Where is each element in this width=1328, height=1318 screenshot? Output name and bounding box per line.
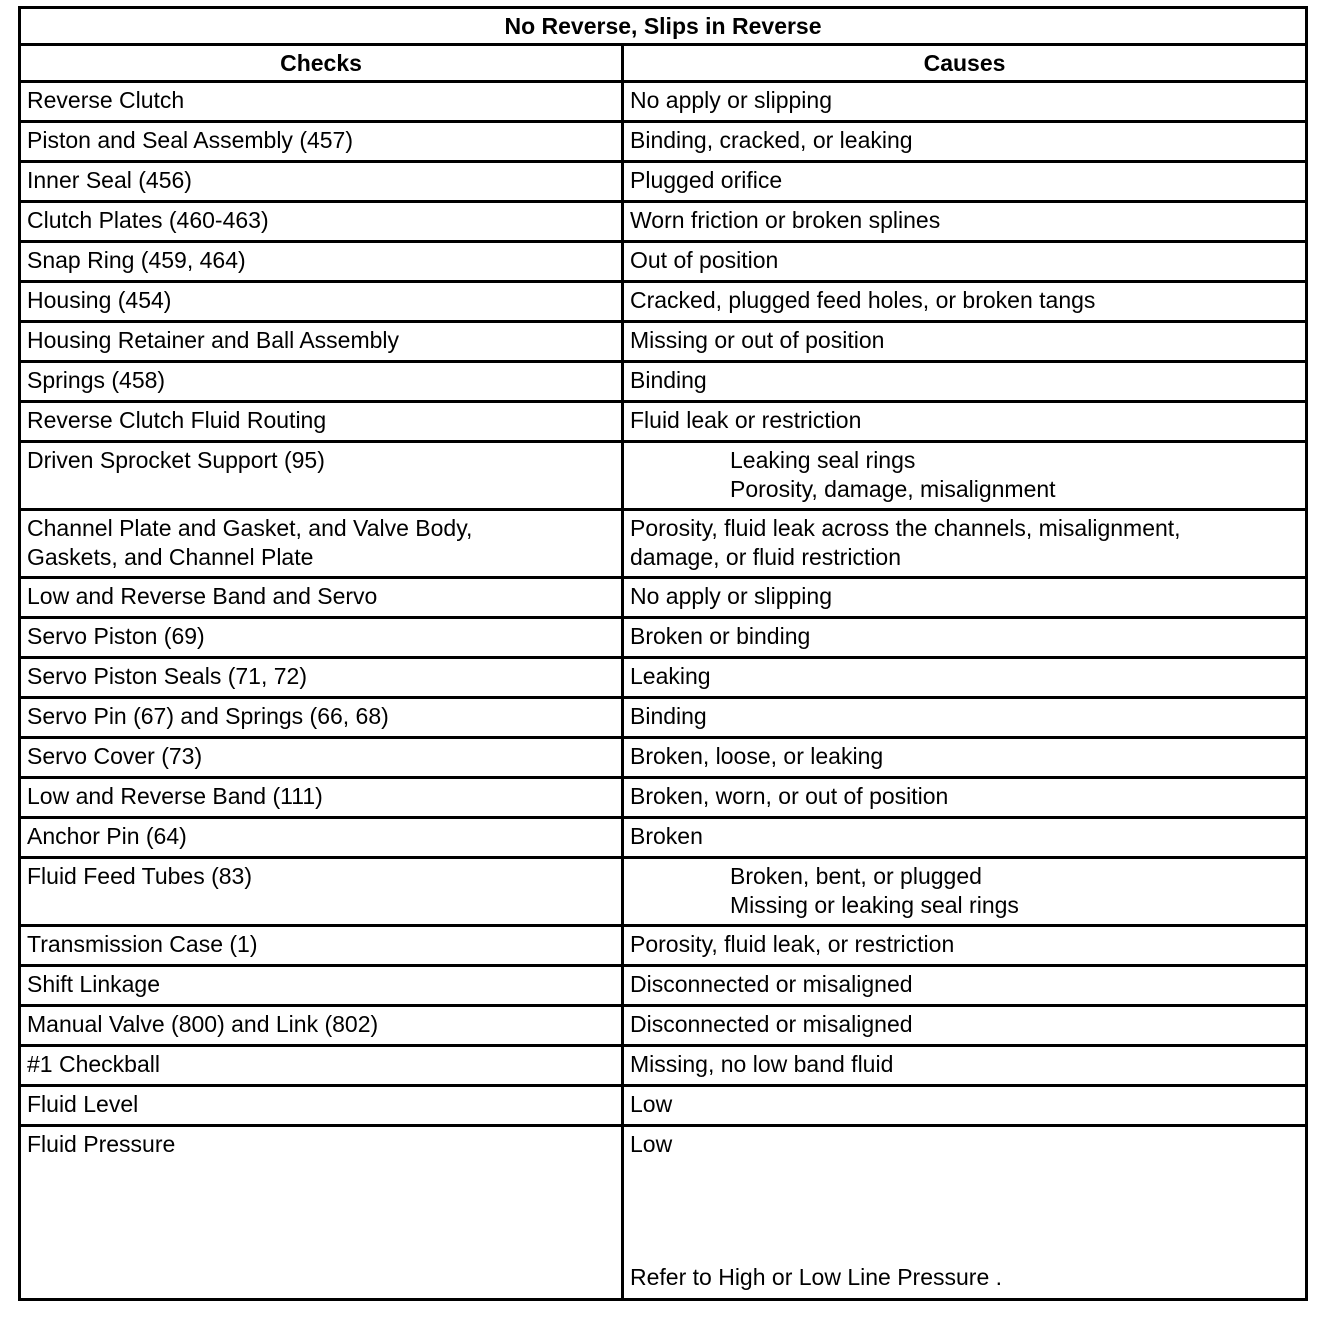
cause-cell: Porosity, fluid leak, or restriction [623,926,1307,966]
cause-cell: Binding, cracked, or leaking [623,122,1307,162]
table-row [20,402,1307,442]
check-cell: Low and Reverse Band and Servo [20,578,623,618]
check-cell: Driven Sprocket Support (95) [20,442,623,510]
table-row [20,362,1307,402]
table-row [20,162,1307,202]
cause-cell: Out of position [623,242,1307,282]
table-row [20,1126,1307,1300]
cause-cell: Broken or binding [623,618,1307,658]
check-cell: Servo Piston (69) [20,618,623,658]
table-row [20,1086,1307,1126]
table-row [20,966,1307,1006]
table-row [20,442,1307,510]
cause-cell: Low [623,1086,1307,1126]
diagnosis-table [18,6,1308,1301]
check-cell: #1 Checkball [20,1046,623,1086]
cause-line: Leaking seal rings [730,447,916,473]
check-cell: Inner Seal (456) [20,162,623,202]
cause-cell [623,858,1307,926]
cause-cell: Binding [623,698,1307,738]
table-row [20,578,1307,618]
cause-cell [623,510,1307,578]
check-cell: Reverse Clutch [20,82,623,122]
table-row [20,698,1307,738]
check-cell: Reverse Clutch Fluid Routing [20,402,623,442]
reference-note: Refer to High or Low Line Pressure . [630,1264,1003,1290]
check-cell: Fluid Level [20,1086,623,1126]
check-cell: Shift Linkage [20,966,623,1006]
cause-line: Porosity, damage, misalignment [730,476,1056,502]
cause-line: Porosity, fluid leak across the channels, misalignment, [630,515,1181,541]
cause-text: Low [630,1131,673,1157]
cause-cell: Leaking [623,658,1307,698]
check-cell: Housing Retainer and Ball Assembly [20,322,623,362]
check-line: Gaskets, and Channel Plate [27,544,314,570]
check-cell: Servo Piston Seals (71, 72) [20,658,623,698]
check-cell: Servo Cover (73) [20,738,623,778]
table-row [20,618,1307,658]
check-cell: Piston and Seal Assembly (457) [20,122,623,162]
cause-cell: Fluid leak or restriction [623,402,1307,442]
table-row [20,658,1307,698]
table-row [20,202,1307,242]
cause-cell: Broken, loose, or leaking [623,738,1307,778]
table-row [20,818,1307,858]
cause-line: Broken, bent, or plugged [730,863,982,889]
table-row [20,1046,1307,1086]
cause-cell: Disconnected or misaligned [623,966,1307,1006]
cause-cell: No apply or slipping [623,578,1307,618]
cause-line: Missing or leaking seal rings [730,892,1019,918]
cause-cell: Missing or out of position [623,322,1307,362]
table-row [20,738,1307,778]
cause-cell: Binding [623,362,1307,402]
check-cell: Manual Valve (800) and Link (802) [20,1006,623,1046]
cause-cell: Broken [623,818,1307,858]
cause-cell [623,442,1307,510]
table-row [20,926,1307,966]
cause-cell: Plugged orifice [623,162,1307,202]
table-row [20,282,1307,322]
cause-cell: Disconnected or misaligned [623,1006,1307,1046]
check-cell: Low and Reverse Band (111) [20,778,623,818]
cause-cell [623,1126,1307,1300]
check-cell: Fluid Feed Tubes (83) [20,858,623,926]
cause-cell: Broken, worn, or out of position [623,778,1307,818]
table-title: No Reverse, Slips in Reverse [20,8,1307,45]
causes-header: Causes [623,45,1307,82]
table-row [20,1006,1307,1046]
cause-cell: Cracked, plugged feed holes, or broken tangs [623,282,1307,322]
table-row [20,242,1307,282]
table-row [20,322,1307,362]
check-cell: Housing (454) [20,282,623,322]
check-cell [20,510,623,578]
table-row [20,858,1307,926]
table-row [20,778,1307,818]
cause-cell: Missing, no low band fluid [623,1046,1307,1086]
check-cell: Transmission Case (1) [20,926,623,966]
check-cell: Anchor Pin (64) [20,818,623,858]
check-cell: Clutch Plates (460-463) [20,202,623,242]
check-cell: Snap Ring (459, 464) [20,242,623,282]
cause-cell: No apply or slipping [623,82,1307,122]
check-line: Channel Plate and Gasket, and Valve Body, [27,515,473,541]
table-row [20,82,1307,122]
table-row [20,122,1307,162]
checks-header: Checks [20,45,623,82]
table-row [20,510,1307,578]
check-cell: Springs (458) [20,362,623,402]
check-cell: Servo Pin (67) and Springs (66, 68) [20,698,623,738]
cause-line: damage, or fluid restriction [630,544,902,570]
check-cell: Fluid Pressure [20,1126,623,1300]
cause-cell: Worn friction or broken splines [623,202,1307,242]
